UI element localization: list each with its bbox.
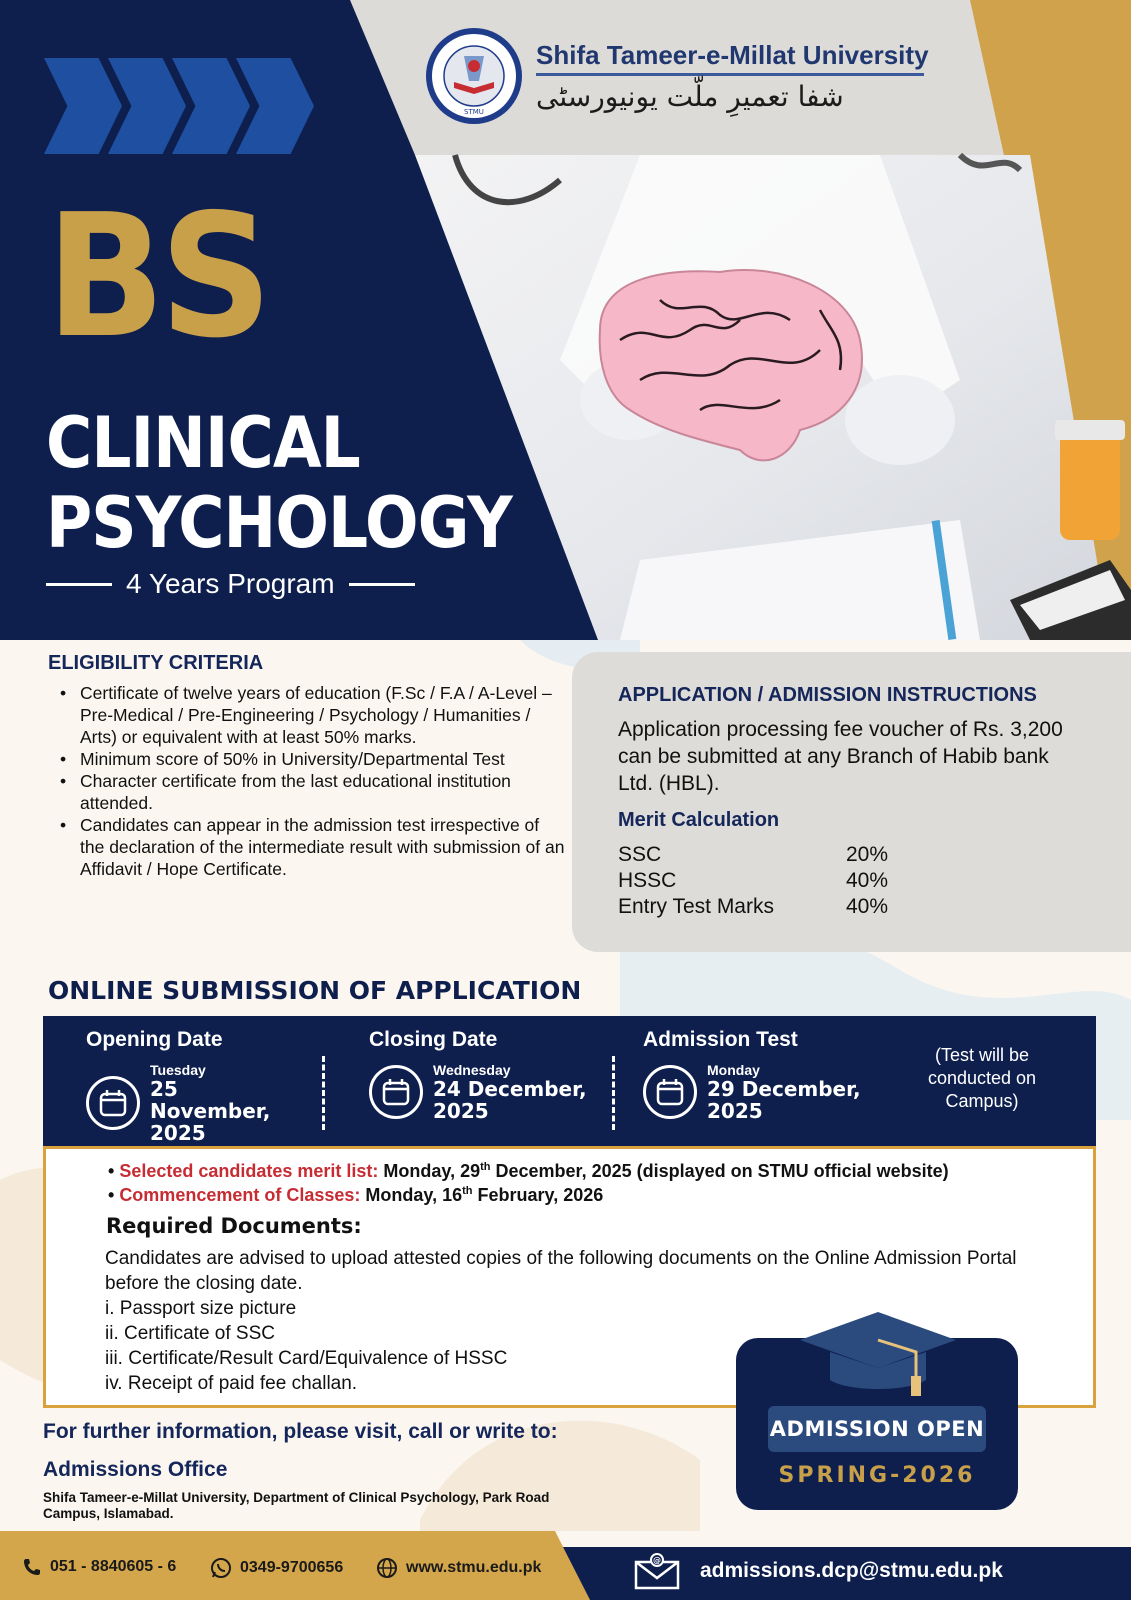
admission-season: SPRING-2026 — [778, 1463, 976, 1488]
office-heading: Admissions Office — [43, 1458, 228, 1481]
classes-start-date: • Commencement of Classes: Monday, 16th February, 2026 — [108, 1185, 604, 1205]
online-submission-heading: ONLINE SUBMISSION OF APPLICATION — [48, 976, 582, 1005]
date-title: Admission Test — [643, 1028, 798, 1051]
date-value: 24 December, 2025 — [433, 1077, 587, 1123]
document-item: i. Passport size picture — [105, 1298, 297, 1319]
graduation-cap-icon — [798, 1310, 958, 1400]
merit-value: 20% — [846, 843, 889, 866]
program-duration — [46, 568, 415, 600]
divider — [349, 583, 415, 586]
merit-row — [618, 843, 918, 867]
list-item: • Certificate of twelve years of education (F.Sc / F.A / A-Level – Pre-Medical / Pre-Engineering / Psychology / Humanities / Arts) or equivalent with at least 50% marks. — [56, 682, 566, 748]
classes-value-rest: February, 2026 — [472, 1185, 604, 1205]
envelope-icon — [634, 1552, 680, 1590]
duration-text: 4 Years Program — [126, 568, 335, 599]
date-title: Opening Date — [86, 1028, 223, 1051]
weekday: Monday — [707, 1062, 760, 1078]
date-title: Closing Date — [369, 1028, 498, 1051]
required-documents-heading: Required Documents: — [106, 1214, 362, 1238]
phone-contact[interactable] — [22, 1557, 176, 1577]
document-item: iv. Receipt of paid fee challan. — [105, 1373, 358, 1394]
document-item: iii. Certificate/Result Card/Equivalence of HSSC — [105, 1348, 508, 1369]
university-name-urdu: شفا تعمیرِ ملّت یونیورسٹی — [536, 79, 844, 113]
merit-value: 40% — [846, 869, 889, 892]
program-title-line2: PSYCHOLOGY — [46, 482, 512, 564]
date-value: 29 December, 2025 — [707, 1077, 861, 1123]
merit-heading: Merit Calculation — [618, 809, 780, 831]
merit-list-label: Selected candidates merit list: — [119, 1161, 379, 1181]
admission-open-label: ADMISSION OPEN — [768, 1406, 986, 1452]
office-address: Shifa Tameer-e-Millat University, Department of Clinical Psychology, Park Road Campus, Islamabad. — [43, 1490, 550, 1521]
admission-test-date — [643, 1028, 882, 1122]
eligibility-list — [56, 682, 566, 880]
phone-number: 051 - 8840605 - 6 — [50, 1558, 177, 1575]
closing-date — [369, 1028, 608, 1122]
merit-label: HSSC — [618, 869, 677, 892]
degree-title: BS — [46, 178, 267, 376]
merit-value: 40% — [846, 895, 889, 918]
divider — [46, 583, 112, 586]
application-heading: APPLICATION / ADMISSION INSTRUCTIONS — [618, 684, 1037, 706]
merit-list-value-rest: December, 2025 (displayed on STMU official website) — [490, 1161, 949, 1181]
svg-text:@: @ — [653, 1556, 661, 1565]
weekday: Wednesday — [433, 1062, 511, 1078]
list-item: • Candidates can appear in the admission test irrespective of the declaration of the intermediate result with submission of an Affidavit / Hope Certificate. — [56, 814, 566, 880]
email-address: admissions.dcp@stmu.edu.pk — [700, 1559, 1003, 1582]
merit-label: Entry Test Marks — [618, 895, 774, 918]
globe-icon — [376, 1557, 398, 1579]
website-link[interactable] — [376, 1557, 541, 1579]
whatsapp-icon — [210, 1557, 232, 1579]
calendar-icon — [643, 1065, 697, 1119]
weekday: Tuesday — [150, 1062, 206, 1078]
calendar-icon — [86, 1076, 140, 1130]
divider — [322, 1056, 325, 1130]
list-item: • Character certificate from the last educational institution attended. — [56, 770, 566, 814]
required-documents-intro: Candidates are advised to upload attested copies of the following documents on the Online Admission Portal before the closing date. — [105, 1248, 1017, 1294]
merit-list-date: • Selected candidates merit list: Monday, 29th December, 2025 (displayed on STMU official website) — [108, 1161, 949, 1181]
test-note: (Test will be conducted on Campus) — [927, 1045, 1037, 1111]
application-text: Application processing fee voucher of Rs. 3,200 can be submitted at any Branch of Habib bank Ltd. (HBL). — [618, 718, 1063, 795]
merit-row — [618, 869, 918, 893]
university-header — [424, 26, 929, 126]
date-value: 25 November, 2025 — [150, 1077, 271, 1145]
phone-icon — [22, 1557, 42, 1577]
divider — [536, 73, 924, 76]
whatsapp-number: 0349-9700656 — [240, 1559, 344, 1576]
ordinal-suffix: th — [480, 1161, 491, 1173]
university-name-english: Shifa Tameer-e-Millat University — [536, 39, 929, 70]
divider — [612, 1056, 615, 1130]
list-item: • Minimum score of 50% in University/Departmental Test — [56, 748, 566, 770]
merit-list-value: Monday, 29 — [383, 1161, 481, 1181]
email-link[interactable] — [634, 1552, 1003, 1590]
merit-row — [618, 895, 918, 919]
classes-value: Monday, 16 — [365, 1185, 463, 1205]
opening-date — [86, 1028, 300, 1144]
document-item: ii. Certificate of SSC — [105, 1323, 275, 1344]
whatsapp-contact[interactable] — [210, 1557, 343, 1579]
classes-label: Commencement of Classes: — [119, 1185, 361, 1205]
ordinal-suffix: th — [462, 1185, 473, 1197]
program-title-line1: CLINICAL — [46, 402, 360, 484]
website-url: www.stmu.edu.pk — [406, 1559, 542, 1576]
calendar-icon — [369, 1065, 423, 1119]
eligibility-heading: ELIGIBILITY CRITERIA — [48, 652, 264, 674]
contact-heading: For further information, please visit, call or write to: — [43, 1420, 558, 1443]
svg-text:STMU: STMU — [464, 108, 484, 116]
university-seal-logo — [424, 26, 524, 126]
merit-label: SSC — [618, 843, 662, 866]
